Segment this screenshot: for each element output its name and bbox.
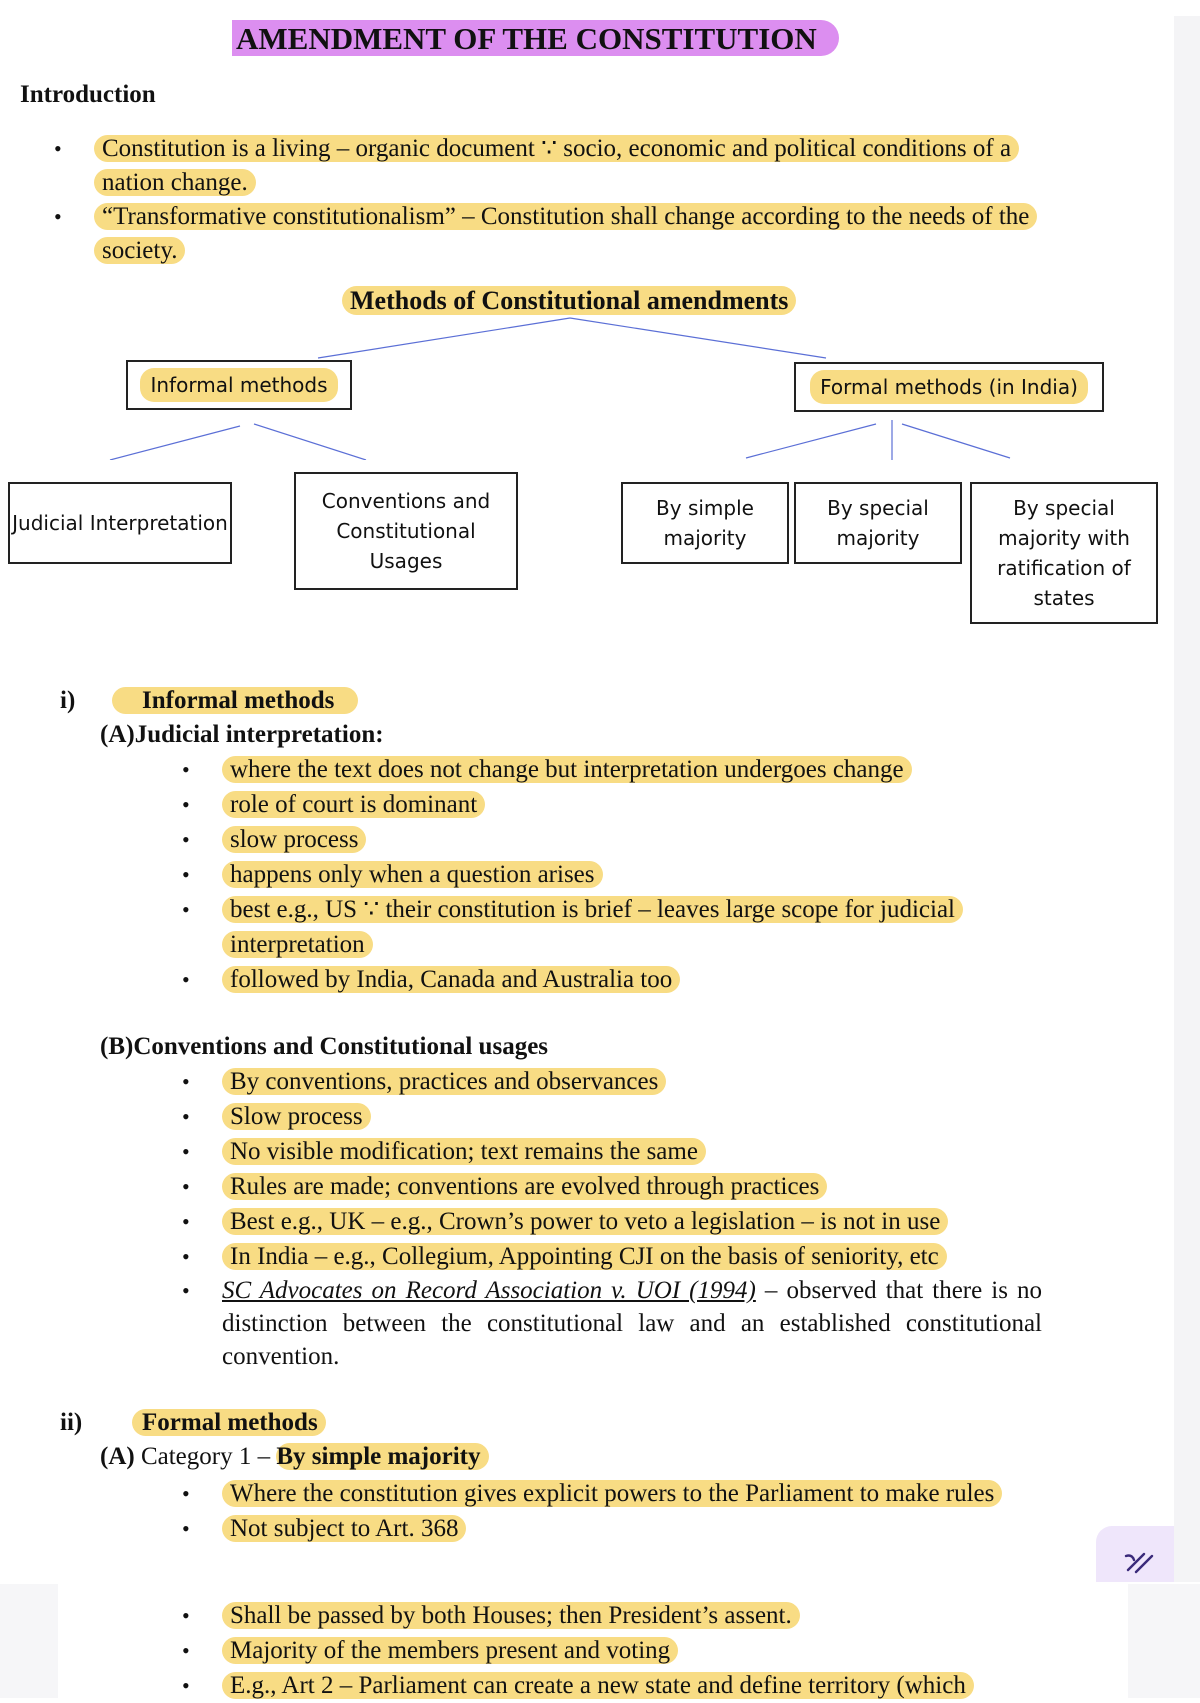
list-item: • By conventions, practices and observances (222, 1064, 1042, 1099)
section-i-a-heading: (A)Judicial interpretation: (100, 721, 384, 748)
list-item: • “Transformative constitutionalism” – Constitution shall change according to the needs of the society. (94, 200, 1054, 268)
list-item: • Slow process (222, 1099, 1042, 1134)
list-item: • where the text does not change but interpretation undergoes change (222, 752, 1042, 787)
list-item: • Rules are made; conventions are evolved through practices (222, 1169, 1042, 1204)
intro-list (94, 132, 1054, 268)
pen-edit-icon (1096, 1526, 1174, 1582)
section-i-numeral: i) (60, 687, 76, 714)
special-majority-ratification-box: By special majority with ratification of states (970, 482, 1158, 624)
informal-methods-box: Informal methods (126, 360, 352, 410)
conventions-box: Conventions and Constitutional Usages (294, 472, 518, 590)
list-item: • best e.g., US ∵ their constitution is brief – leaves large scope for judicial interpretation (222, 892, 1042, 962)
list-item: • Where the constitution gives explicit powers to the Parliament to make rules (222, 1476, 1042, 1511)
simple-majority-list (222, 1476, 1042, 1546)
intro-heading: Introduction (20, 81, 156, 108)
list-item: • happens only when a question arises (222, 857, 1042, 892)
list-item: • Constitution is a living – organic document ∵ socio, economic and political conditions of a nation change. (94, 132, 1054, 200)
section-i-b-heading: (B)Conventions and Constitutional usages (100, 1033, 549, 1060)
pen-edit-button[interactable] (1096, 1526, 1174, 1582)
list-item: • role of court is dominant (222, 787, 1042, 822)
formal-methods-box: Formal methods (in India) (794, 362, 1104, 412)
section-ii-heading: Formal methods (132, 1408, 326, 1438)
list-item: • In India – e.g., Collegium, Appointing CJI on the basis of seniority, etc (222, 1239, 1042, 1274)
diagram-title: Methods of Constitutional amendments (342, 284, 796, 318)
list-item: • Majority of the members present and voting (222, 1633, 1102, 1668)
section-ii-a-heading: (A) Category 1 – By simple majority (100, 1442, 489, 1472)
page-gutter (1174, 16, 1200, 1582)
special-majority-box: By special majority (794, 482, 962, 564)
conventions-list (222, 1064, 1042, 1373)
section-i-heading: Informal methods (112, 686, 358, 716)
section-ii-numeral: ii) (60, 1409, 83, 1436)
list-item: • slow process (222, 822, 1042, 857)
list-item: • Not subject to Art. 368 (222, 1511, 1042, 1546)
judicial-interpretation-list (222, 752, 1042, 997)
case-citation: SC Advocates on Record Association v. UOI (1994) (222, 1277, 756, 1304)
list-item: • Best e.g., UK – e.g., Crown’s power to veto a legislation – is not in use (222, 1204, 1042, 1239)
list-item: • SC Advocates on Record Association v. UOI (1994) – observed that there is no distinction between the constitutional law and an established constitutional convention. (222, 1274, 1042, 1373)
simple-majority-list-continued (222, 1598, 1102, 1703)
simple-majority-box: By simple majority (621, 482, 789, 564)
list-item: • Shall be passed by both Houses; then President’s assent. (222, 1598, 1102, 1633)
list-item: • E.g., Art 2 – Parliament can create a new state and define territory (which (222, 1668, 1102, 1703)
judicial-interpretation-box: Judicial Interpretation (8, 482, 232, 564)
document-title: AMENDMENT OF THE CONSTITUTION (232, 20, 839, 56)
next-page (58, 1584, 1128, 1698)
list-item: • No visible modification; text remains the same (222, 1134, 1042, 1169)
list-item: • followed by India, Canada and Australia too (222, 962, 1042, 997)
